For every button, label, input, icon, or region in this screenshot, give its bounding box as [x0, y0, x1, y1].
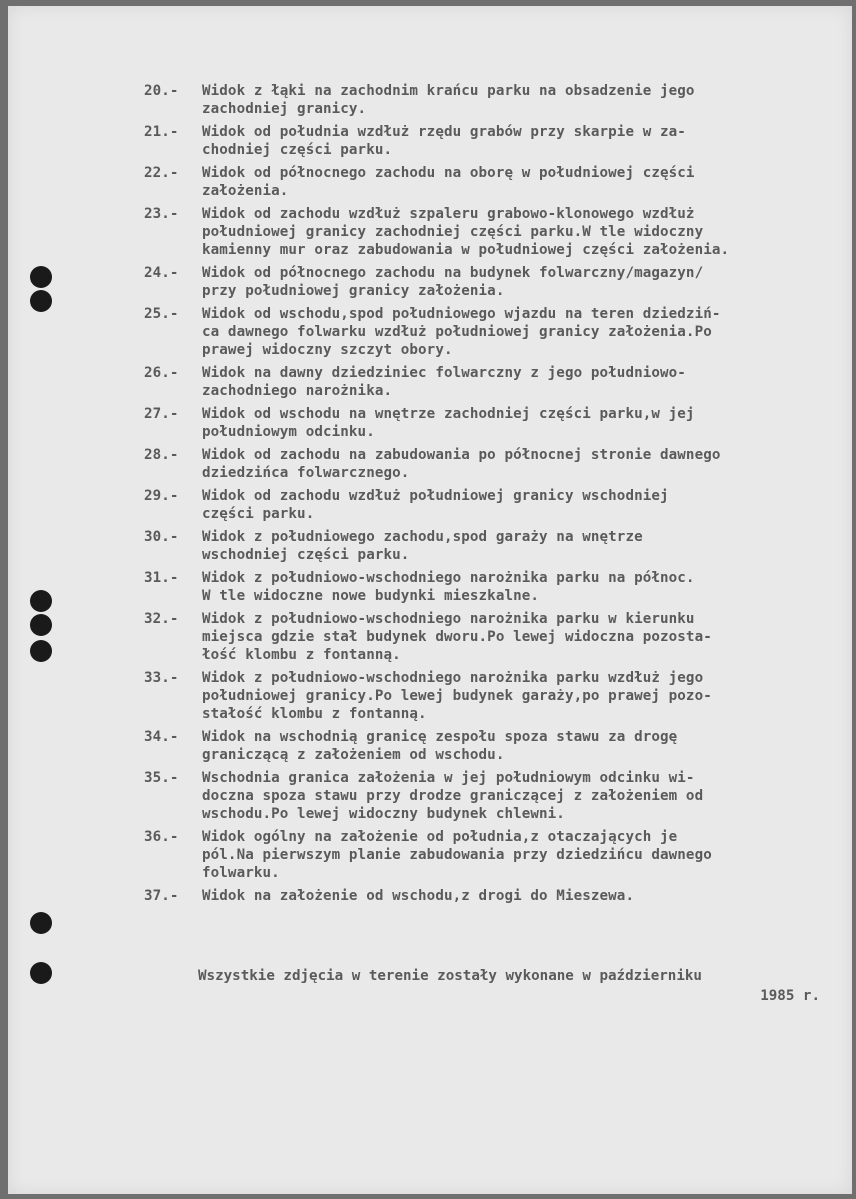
- list-item: [144, 264, 838, 300]
- description-line: łość klombu z fontanną.: [202, 647, 401, 663]
- description-line: Widok od północnego zachodu na oborę w południowej części: [202, 165, 695, 181]
- description-line: doczna spoza stawu przy drodze graniczącej z założeniem od: [202, 788, 704, 804]
- item-number: 37.-: [144, 888, 179, 904]
- item-number: 35.-: [144, 770, 179, 786]
- description-line: ca dawnego folwarku wzdłuż południowej granicy założenia.Po: [202, 324, 712, 340]
- punch-hole: [30, 590, 52, 612]
- list-item: [144, 446, 838, 482]
- description-line: Widok z południowo-wschodniego narożnika parku wzdłuż jego: [202, 670, 704, 686]
- description-line: południowej granicy zachodniej części parku.W tle widoczny: [202, 224, 704, 240]
- description-line: graniczącą z założeniem od wschodu.: [202, 747, 505, 763]
- description-line: południowej granicy.Po lewej budynek garaży,po prawej pozo-: [202, 688, 712, 704]
- description-line: Widok ogólny na założenie od południa,z otaczających je: [202, 829, 678, 845]
- list-item: [144, 728, 838, 764]
- description-line: wschodu.Po lewej widoczny budynek chlewni.: [202, 806, 565, 822]
- description-line: Widok od południa wzdłuż rzędu grabów przy skarpie w za-: [202, 124, 686, 140]
- punch-hole: [30, 962, 52, 984]
- punch-hole: [30, 640, 52, 662]
- list-item: [144, 887, 838, 905]
- list-item: [144, 364, 838, 400]
- item-number: 24.-: [144, 265, 179, 281]
- item-number: 28.-: [144, 447, 179, 463]
- list-item: [144, 528, 838, 564]
- description-line: pól.Na pierwszym planie zabudowania przy dziedzińcu dawnego: [202, 847, 712, 863]
- item-description: [202, 610, 838, 664]
- description-line: W tle widoczne nowe budynki mieszkalne.: [202, 588, 540, 604]
- description-line: Widok z południowo-wschodniego narożnika parku na północ.: [202, 570, 695, 586]
- list-item: [144, 610, 838, 664]
- description-line: stałość klombu z fontanną.: [202, 706, 427, 722]
- list-item: [144, 123, 838, 159]
- item-number: 27.-: [144, 406, 179, 422]
- description-line: folwarku.: [202, 865, 280, 881]
- description-line: części parku.: [202, 506, 315, 522]
- list-item: [144, 828, 838, 882]
- description-line: założenia.: [202, 183, 289, 199]
- description-line: Wschodnia granica założenia w jej południowym odcinku wi-: [202, 770, 695, 786]
- item-number: 20.-: [144, 83, 179, 99]
- item-description: [202, 123, 838, 159]
- description-line: zachodniego narożnika.: [202, 383, 393, 399]
- item-number: 29.-: [144, 488, 179, 504]
- item-description: [202, 487, 838, 523]
- item-description: [202, 405, 838, 441]
- description-line: Widok od zachodu wzdłuż szpaleru grabowo-klonowego wzdłuż: [202, 206, 695, 222]
- item-description: [202, 164, 838, 200]
- footer-date: 1985 r.: [760, 988, 820, 1004]
- list-item: [144, 487, 838, 523]
- item-number: 32.-: [144, 611, 179, 627]
- item-description: [202, 82, 838, 118]
- description-line: miejsca gdzie stał budynek dworu.Po lewej widoczna pozosta-: [202, 629, 712, 645]
- description-line: Widok z łąki na zachodnim krańcu parku na obsadzenie jego: [202, 83, 695, 99]
- item-description: [202, 728, 838, 764]
- item-number: 34.-: [144, 729, 179, 745]
- description-line: Widok z południowego zachodu,spod garaży na wnętrze: [202, 529, 643, 545]
- description-line: Widok od wschodu na wnętrze zachodniej części parku,w jej: [202, 406, 695, 422]
- list-item: [144, 305, 838, 359]
- description-line: południowym odcinku.: [202, 424, 375, 440]
- item-description: [202, 769, 838, 823]
- item-description: [202, 828, 838, 882]
- footer-note: [198, 966, 828, 1006]
- description-line: Widok od zachodu wzdłuż południowej granicy wschodniej: [202, 488, 669, 504]
- description-line: Widok z południowo-wschodniego narożnika parku w kierunku: [202, 611, 695, 627]
- list-item: [144, 669, 838, 723]
- list-item: [144, 405, 838, 441]
- description-line: Widok na założenie od wschodu,z drogi do Mieszewa.: [202, 888, 635, 904]
- photo-list: [144, 82, 838, 905]
- punch-hole: [30, 266, 52, 288]
- punch-hole: [30, 614, 52, 636]
- item-description: [202, 669, 838, 723]
- punch-hole: [30, 912, 52, 934]
- list-item: [144, 569, 838, 605]
- item-number: 30.-: [144, 529, 179, 545]
- description-line: Widok na dawny dziedziniec folwarczny z jego południowo-: [202, 365, 686, 381]
- item-description: [202, 528, 838, 564]
- item-description: [202, 364, 838, 400]
- item-number: 21.-: [144, 124, 179, 140]
- description-line: zachodniej granicy.: [202, 101, 367, 117]
- item-number: 23.-: [144, 206, 179, 222]
- description-line: prawej widoczny szczyt obory.: [202, 342, 453, 358]
- description-line: Widok od północnego zachodu na budynek folwarczny/magazyn/: [202, 265, 704, 281]
- description-line: Widok na wschodnią granicę zespołu spoza stawu za drogę: [202, 729, 678, 745]
- description-line: chodniej części parku.: [202, 142, 393, 158]
- footer-line-1: Wszystkie zdjęcia w terenie zostały wykonane w październiku: [198, 968, 702, 984]
- description-line: kamienny mur oraz zabudowania w południowej części założenia.: [202, 242, 730, 258]
- item-number: 31.-: [144, 570, 179, 586]
- description-line: Widok od wschodu,spod południowego wjazdu na teren dziedziń-: [202, 306, 721, 322]
- item-description: [202, 887, 838, 905]
- description-line: przy południowej granicy założenia.: [202, 283, 505, 299]
- typewritten-page: [8, 6, 852, 1194]
- item-number: 26.-: [144, 365, 179, 381]
- description-line: dziedzińca folwarcznego.: [202, 465, 410, 481]
- item-number: 22.-: [144, 165, 179, 181]
- description-line: wschodniej części parku.: [202, 547, 410, 563]
- item-description: [202, 205, 838, 259]
- item-description: [202, 305, 838, 359]
- item-number: 25.-: [144, 306, 179, 322]
- description-line: Widok od zachodu na zabudowania po północnej stronie dawnego: [202, 447, 721, 463]
- list-item: [144, 82, 838, 118]
- item-number: 36.-: [144, 829, 179, 845]
- item-description: [202, 264, 838, 300]
- list-item: [144, 205, 838, 259]
- punch-hole: [30, 290, 52, 312]
- item-description: [202, 569, 838, 605]
- list-item: [144, 769, 838, 823]
- item-description: [202, 446, 838, 482]
- item-number: 33.-: [144, 670, 179, 686]
- list-item: [144, 164, 838, 200]
